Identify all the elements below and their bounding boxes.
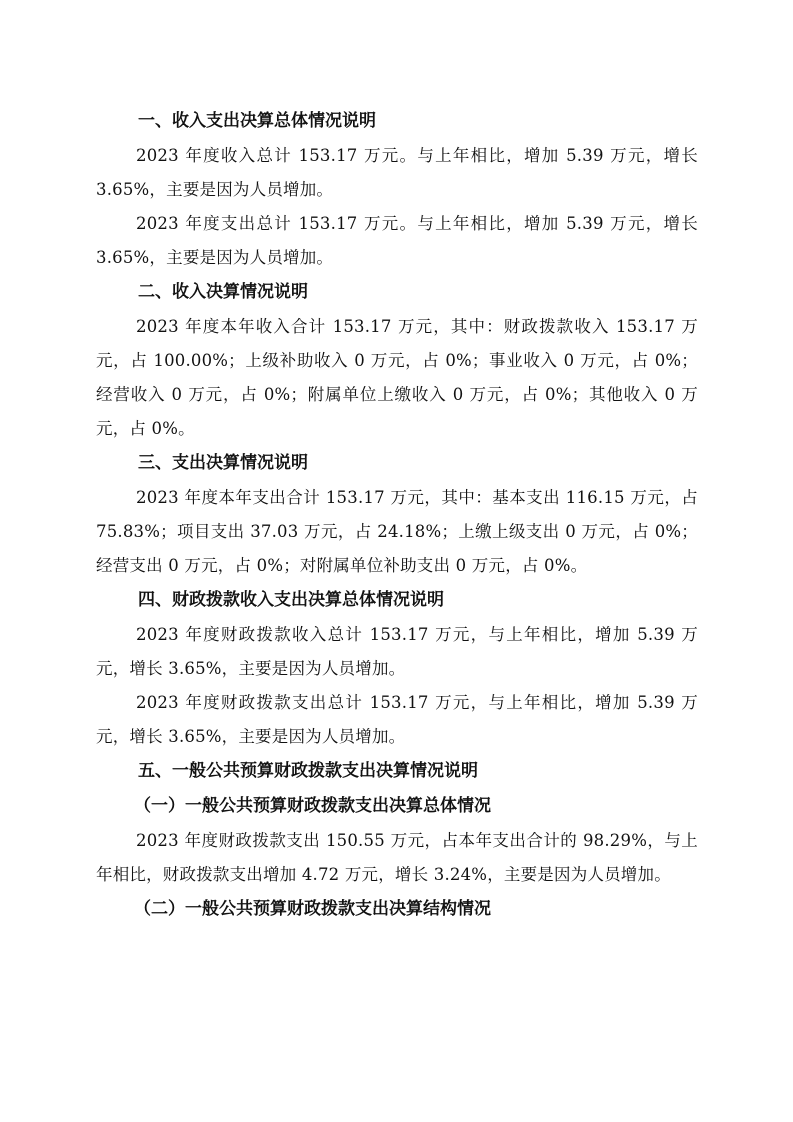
section-heading: 四、财政拨款收入支出决算总体情况说明 [138, 590, 444, 610]
section-heading: 五、一般公共预算财政拨款支出决算情况说明 [138, 761, 478, 781]
section-2 [96, 275, 698, 446]
paragraph: 2023 年度财政拨款支出 150.55 万元，占本年支出合计的 98.29%，与上年相比，财政拨款支出增加 4.72 万元，增长 3.24%，主要是因为人员增加。 [96, 831, 698, 884]
section-heading: 三、支出决算情况说明 [138, 453, 308, 473]
section-subheading: （一）一般公共预算财政拨款支出决算总体情况 [134, 796, 491, 816]
paragraph: 2023 年度本年收入合计 153.17 万元，其中：财政拨款收入 153.17 万元，占 100.00%；上级补助收入 0 万元，占 0%；事业收入 0 万元，占 0%；经营收入 0 万元，占 0%；附属单位上缴收入 0 万元，占 0%；其他收入 0 万元，占 0%。 [96, 317, 698, 438]
paragraph: 2023 年度收入总计 153.17 万元。与上年相比，增加 5.39 万元，增长 3.65%，主要是因为人员增加。 [96, 146, 698, 199]
section-5 [96, 754, 698, 927]
section-4 [96, 583, 698, 754]
paragraph: 2023 年度本年支出合计 153.17 万元，其中：基本支出 116.15 万元，占 75.83%；项目支出 37.03 万元，占 24.18%；上缴上级支出 0 万元，占 0%；经营支出 0 万元，占 0%；对附属单位补助支出 0 万元，占 0%。 [96, 488, 698, 575]
section-heading: 二、收入决算情况说明 [138, 282, 308, 302]
paragraph: 2023 年度财政拨款支出总计 153.17 万元，与上年相比，增加 5.39 万元，增长 3.65%，主要是因为人员增加。 [96, 693, 698, 746]
section-1 [96, 104, 698, 275]
section-heading: 一、收入支出决算总体情况说明 [138, 111, 376, 131]
document-page [96, 104, 698, 927]
section-subheading: （二）一般公共预算财政拨款支出决算结构情况 [134, 899, 491, 919]
paragraph: 2023 年度财政拨款收入总计 153.17 万元，与上年相比，增加 5.39 万元，增长 3.65%，主要是因为人员增加。 [96, 625, 698, 678]
section-3 [96, 446, 698, 583]
paragraph: 2023 年度支出总计 153.17 万元。与上年相比，增加 5.39 万元，增长 3.65%，主要是因为人员增加。 [96, 214, 698, 267]
